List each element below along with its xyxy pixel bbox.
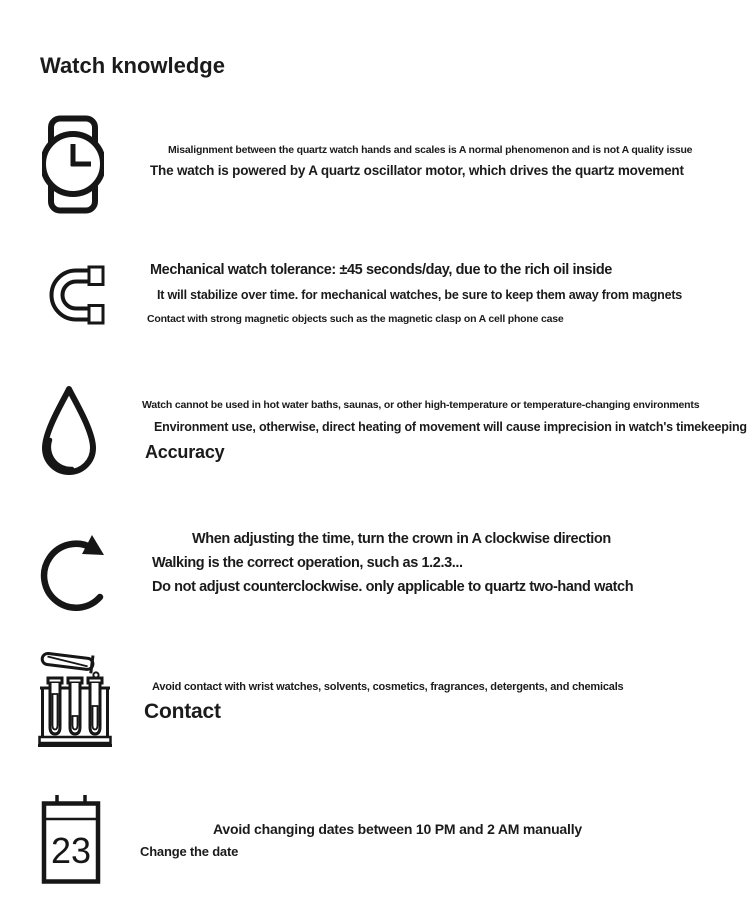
magnet-icon bbox=[46, 264, 106, 326]
note-line: Do not adjust counterclockwise. only applicable to quartz two-hand watch bbox=[152, 579, 634, 595]
note-line: Contact with strong magnetic objects such as the magnetic clasp on A cell phone case bbox=[147, 313, 564, 325]
note-line: Avoid contact with wrist watches, solvents, cosmetics, fragrances, detergents, and chemicals bbox=[152, 681, 624, 693]
note-line: Misalignment between the quartz watch hands and scales is A normal phenomenon and is not A quality issue bbox=[168, 144, 693, 156]
note-line: Walking is the correct operation, such as 1.2.3... bbox=[152, 555, 463, 571]
calendar-day: 23 bbox=[50, 830, 92, 871]
section-heading: Contact bbox=[144, 700, 221, 723]
note-line: Change the date bbox=[140, 844, 239, 859]
section-heading: Accuracy bbox=[145, 442, 225, 462]
note-line: Avoid changing dates between 10 PM and 2 AM manually bbox=[213, 821, 582, 837]
note-line: Mechanical watch tolerance: ±45 seconds/day, due to the rich oil inside bbox=[150, 262, 612, 278]
calendar-icon bbox=[40, 793, 102, 886]
note-line: It will stabilize over time. for mechanical watches, be sure to keep them away from magnets bbox=[157, 288, 683, 302]
test-tubes-icon bbox=[38, 650, 112, 748]
note-line: Watch cannot be used in hot water baths, saunas, or other high-temperature or temperature-changing environments bbox=[142, 399, 700, 411]
note-line: Environment use, otherwise, direct heating of movement will cause imprecision in watch's timekeeping bbox=[154, 420, 747, 434]
page-title: Watch knowledge bbox=[40, 52, 225, 78]
note-line: When adjusting the time, turn the crown in A clockwise direction bbox=[192, 531, 611, 547]
water-drop-icon bbox=[40, 384, 98, 478]
wrist-watch-icon bbox=[42, 115, 104, 214]
clockwise-arrow-icon bbox=[40, 530, 112, 616]
note-line: The watch is powered by A quartz oscillator motor, which drives the quartz movement bbox=[150, 163, 684, 178]
